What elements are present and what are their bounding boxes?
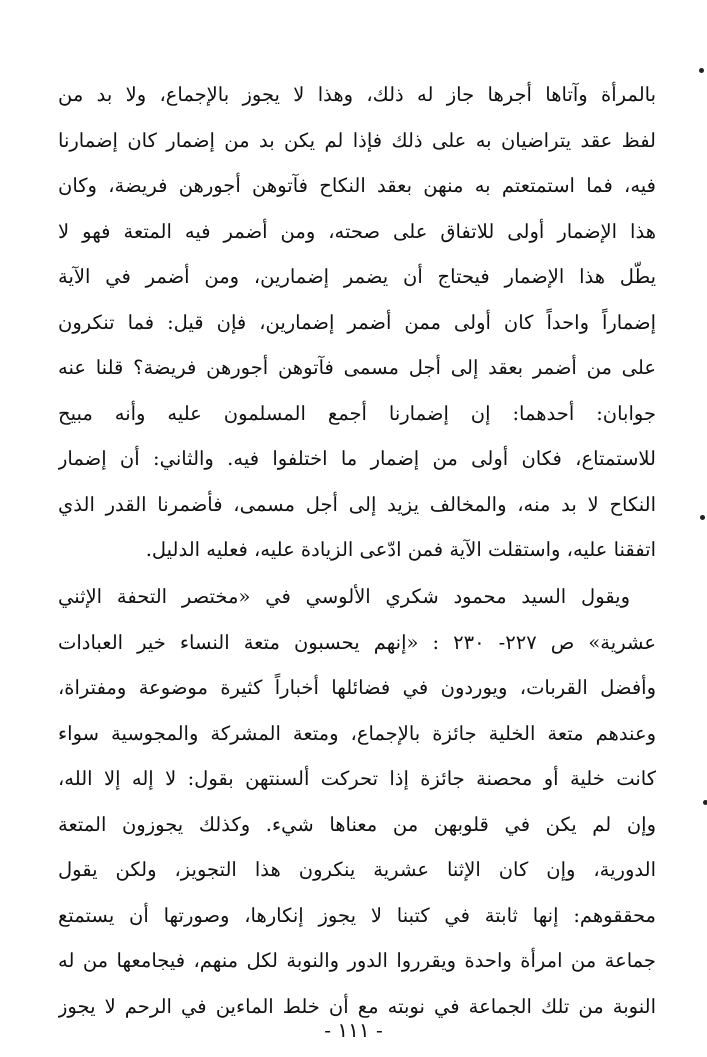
text-line: جماعة من امرأة واحدة ويقرروا الدور والنوبة لكل منهم، فيجامعها من له [58, 949, 656, 972]
page-number: - ١١١ - [324, 1018, 383, 1042]
text-line: اتفقنا عليه، واستقلت الآية فمن ادّعى الزيادة عليه، فعليه الدليل. [145, 538, 656, 561]
text-line: ويقول السيد محمود شكري الألوسي في «مختصر التحفة الإثني [58, 585, 630, 608]
text-line: يطّل هذا الإضمار فيحتاج أن يضمر إضمارين، ومن أضمر في الآية [58, 265, 656, 288]
text-line: فيه، فما استمتعتم به منهن بعقد النكاح فآتوهن أجورهن فريضة، وكان [58, 174, 656, 197]
text-line: وعندهم متعة الخلية جائزة بالإجماع، ومتعة المشركة والمجوسية سواء [58, 721, 656, 745]
text-line: على من أضمر بعقد إلى أجل مسمى فآتوهن أجورهن فريضة؟ قلنا عنه [58, 356, 656, 379]
paragraph-2 [58, 574, 656, 1029]
text-line: النوبة من تلك الجماعة في نوبته مع أن خلط الماءين في الرحم لا يجوز [58, 994, 656, 1018]
paragraph-1 [58, 72, 656, 573]
text-line: جوابان: أحدهما: إن إضمارنا أجمع المسلمون عليه وأنه مبيح [58, 401, 656, 425]
text-line: عشرية» ص ٢٢٧- ٢٣٠ : «إنهم يحسبون متعة النساء خير العبادات [58, 630, 656, 654]
margin-mark [703, 800, 707, 805]
text-line: محققوهم: إنها ثابتة في كتبنا لا يجوز إنكارها، وصورتها أن يستمتع [58, 903, 656, 927]
text-line: للاستمتاع، فكان أولى من إضمار ما اختلفوا فيه. والثاني: أن إضمار [58, 447, 656, 470]
text-line: الدورية، وإن كان الإثنا عشرية ينكرون هذا التجويز، ولكن يقول [58, 858, 656, 881]
text-line: إضماراً واحداً كان أولى ممن أضمر إضمارين، فإن قيل: فما تنكرون [58, 310, 656, 334]
margin-mark [699, 68, 704, 73]
text-line: لفظ عقد يتراضيان به على ذلك فإذا لم يكن بد من إضمار كان إضمارنا [58, 128, 656, 152]
text-line: وإن لم يكن في قلوبهن من معناها شيء. وكذلك يجوزون المتعة [58, 812, 656, 836]
margin-mark [700, 515, 705, 520]
text-line: هذا الإضمار أولى للاتفاق على صحته، ومن أضمر فيه المتعة فهو لا [58, 219, 656, 243]
text-line: كانت خلية أو محصنة جائزة إذا تحركت ألسنتهن بقول: لا إله إلا الله، [58, 767, 656, 790]
text-line: وأفضل القربات، ويوردون في فضائلها أخباراً كثيرة موضوعة ومفتراة، [58, 676, 656, 699]
text-line: النكاح لا بد منه، والمخالف يزيد إلى أجل مسمى، فأضمرنا القدر الذي [58, 492, 656, 516]
text-line: بالمرأة وآتاها أجرها جاز له ذلك، وهذا لا يجوز بالإجماع، ولا بد من [58, 83, 656, 106]
